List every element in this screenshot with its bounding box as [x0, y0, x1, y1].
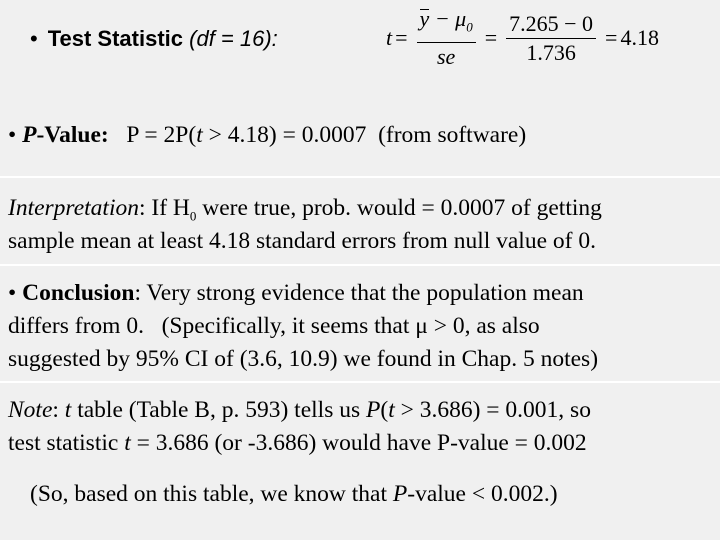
p-letter: P	[22, 122, 37, 148]
divider	[0, 176, 720, 178]
interpretation-text-1b: were true, prob. would = 0.0007 of getting	[196, 195, 602, 221]
conclusion-text-1: : Very strong evidence that the population mean	[134, 280, 584, 306]
formula-equals-3: =	[605, 25, 618, 50]
note-colon: :	[52, 397, 65, 423]
formula-equals-1: =	[395, 25, 408, 50]
p-value-expr-t: t	[196, 122, 203, 148]
interpretation-line-2: sample mean at least 4.18 standard errors from null value of 0.	[8, 228, 596, 254]
test-statistic-label: Test Statistic	[47, 26, 184, 51]
bullet-icon: •	[8, 280, 17, 306]
symbolic-fraction	[417, 5, 476, 70]
p-value-label	[22, 122, 109, 148]
note-label: Note	[8, 397, 53, 423]
note-t-3: t	[124, 430, 131, 456]
conclusion-line-1	[8, 280, 584, 307]
bullet-icon: •	[8, 122, 17, 148]
p-value-label-rest: -Value:	[36, 122, 109, 148]
note-t-1: t	[64, 397, 72, 423]
conclusion-line-3: suggested by 95% CI of (3.6, 10.9) we found in Chap. 5 notes)	[8, 346, 599, 372]
interpretation-line-1	[8, 195, 602, 225]
numeric-numerator: 7.265 − 0	[506, 10, 596, 39]
p-value-expr-pre: P = 2P(	[126, 122, 197, 148]
so-text-pre: (So, based on this table, we know that	[30, 481, 393, 507]
formula-lhs: t	[386, 25, 393, 50]
so-text-tail: -value < 0.002.)	[407, 481, 558, 507]
p-value-expr-post: > 4.18) = 0.0007 (from software)	[202, 122, 527, 148]
note-text-2: test statistic	[8, 430, 125, 456]
note-p: P	[366, 397, 381, 423]
so-p: P	[392, 481, 408, 507]
bullet-icon: •	[30, 26, 38, 51]
note-text-2b: = 3.686 (or -3.686) would have P-value = 0.002	[130, 430, 587, 456]
note-line-2	[8, 430, 587, 457]
conclusion-label: Conclusion	[22, 280, 135, 306]
symbolic-numerator	[417, 5, 476, 42]
p-value-line	[8, 122, 526, 149]
note-paren: (	[380, 397, 389, 423]
note-t-2: t	[388, 397, 395, 423]
minus-mu: − μ	[429, 6, 467, 32]
h0-subscript: 0	[189, 208, 197, 224]
symbolic-denominator: se	[436, 43, 456, 69]
divider	[0, 381, 720, 383]
numeric-fraction	[506, 10, 596, 67]
conclusion-line-2: differs from 0. (Specifically, it seems that μ > 0, as also	[8, 313, 540, 339]
ybar-symbol: y	[419, 6, 430, 32]
interpretation-text-1: : If H	[138, 195, 190, 221]
numeric-denominator: 1.736	[526, 39, 576, 65]
df-text: (df = 16):	[189, 26, 278, 51]
mu-subscript: 0	[466, 19, 473, 35]
test-statistic-formula	[386, 6, 659, 70]
test-statistic-heading	[30, 26, 278, 52]
note-text-1b: > 3.686) = 0.001, so	[394, 397, 591, 423]
note-line-1	[8, 397, 591, 424]
divider	[0, 264, 720, 266]
interpretation-label: Interpretation	[8, 195, 139, 221]
note-text-1: table (Table B, p. 593) tells us	[71, 397, 366, 423]
formula-result: 4.18	[620, 25, 659, 50]
so-line	[30, 481, 558, 508]
formula-equals-2: =	[484, 25, 498, 50]
